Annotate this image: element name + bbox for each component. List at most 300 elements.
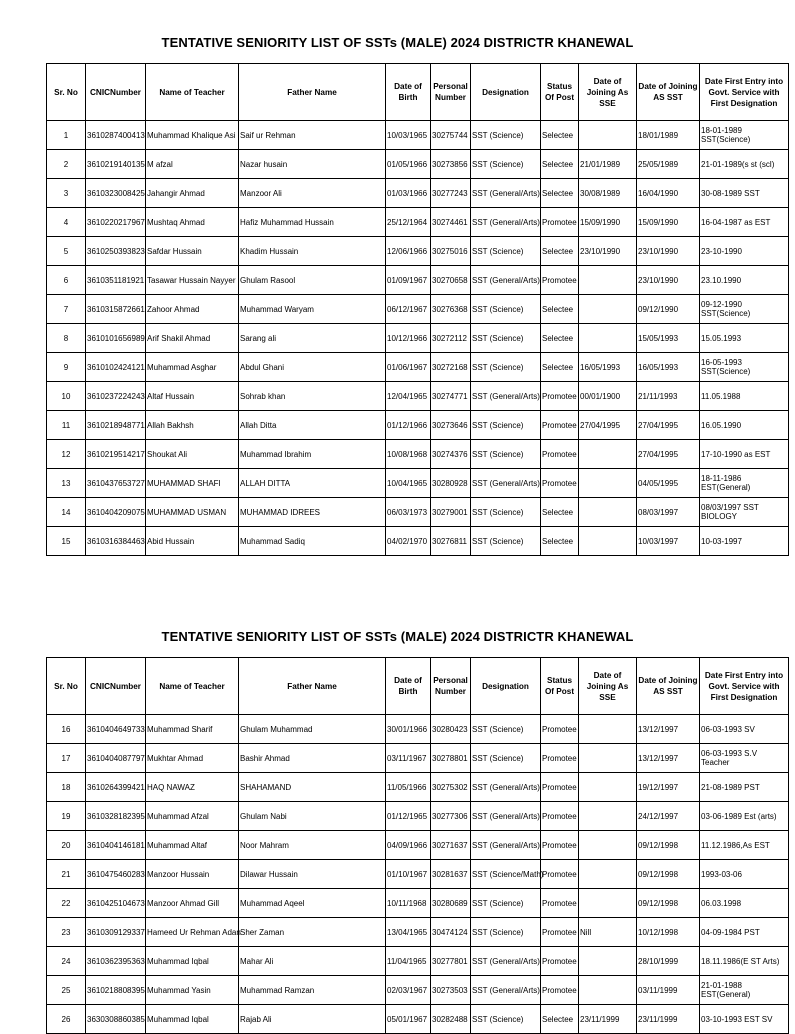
cell-father-name: Mahar Ali xyxy=(239,947,386,976)
cell-cnic-number: 3610219140135 xyxy=(86,150,146,179)
cell-designation: SST (Science) xyxy=(471,353,541,382)
table-row xyxy=(47,469,789,498)
table-row xyxy=(47,947,789,976)
cell-cnic-number: 3610102424121 xyxy=(86,353,146,382)
cell-cnic-number: 3610315872661 xyxy=(86,295,146,324)
cell-father-name: Hafiz Muhammad Hussain xyxy=(239,208,386,237)
cell-father-name: Muhammad Sadiq xyxy=(239,527,386,556)
table-header-row xyxy=(47,658,789,715)
cell-personal-number: 30274771 xyxy=(431,382,471,411)
cell-personal-number: 30277306 xyxy=(431,802,471,831)
cell-father-name: Muhammad Ramzan xyxy=(239,976,386,1005)
cell-first-entry: 23.10.1990 xyxy=(700,266,789,295)
cell-date-of-birth: 01/12/1965 xyxy=(386,802,431,831)
cell-designation: SST (Science) xyxy=(471,411,541,440)
cell-teacher-name: Abid Hussain xyxy=(146,527,239,556)
cell-post-status: Selectee xyxy=(541,121,579,150)
cell-father-name: Sohrab khan xyxy=(239,382,386,411)
cell-sr-no: 15 xyxy=(47,527,86,556)
cell-personal-number: 30275016 xyxy=(431,237,471,266)
table-row xyxy=(47,295,789,324)
cell-cnic-number: 3610404087797 xyxy=(86,744,146,773)
cell-date-of-birth: 01/06/1967 xyxy=(386,353,431,382)
cell-teacher-name: M afzal xyxy=(146,150,239,179)
cell-first-entry: 21-08-1989 PST xyxy=(700,773,789,802)
cell-teacher-name: Muhammad Afzal xyxy=(146,802,239,831)
page-title: TENTATIVE SENIORITY LIST OF SSTs (MALE) 2024 DISTRICTR KHANEWAL xyxy=(161,35,634,50)
cell-joining-sse-date xyxy=(579,889,637,918)
cell-joining-sse-date xyxy=(579,498,637,527)
cell-cnic-number: 3610250393823 xyxy=(86,237,146,266)
header-joining-sse-date: Date of Joining As SSE xyxy=(579,64,637,121)
cell-joining-sse-date: 21/01/1989 xyxy=(579,150,637,179)
table-row xyxy=(47,324,789,353)
cell-joining-sst-date: 28/10/1999 xyxy=(637,947,700,976)
cell-teacher-name: Mukhtar Ahmad xyxy=(146,744,239,773)
table-row xyxy=(47,411,789,440)
cell-joining-sse-date xyxy=(579,976,637,1005)
cell-designation: SST (General/Arts) xyxy=(471,382,541,411)
cell-first-entry: 08/03/1997 SST BIOLOGY xyxy=(700,498,789,527)
cell-date-of-birth: 10/08/1968 xyxy=(386,440,431,469)
cell-first-entry: 06-03-1993 SV xyxy=(700,715,789,744)
cell-joining-sst-date: 25/05/1989 xyxy=(637,150,700,179)
cell-personal-number: 30272168 xyxy=(431,353,471,382)
cell-personal-number: 30474124 xyxy=(431,918,471,947)
cell-sr-no: 9 xyxy=(47,353,86,382)
cell-father-name: Ghulam Rasool xyxy=(239,266,386,295)
cell-teacher-name: Allah Bakhsh xyxy=(146,411,239,440)
cell-joining-sst-date: 16/05/1993 xyxy=(637,353,700,382)
cell-first-entry: 06.03.1998 xyxy=(700,889,789,918)
cell-post-status: Promotee xyxy=(541,889,579,918)
cell-joining-sse-date xyxy=(579,715,637,744)
cell-joining-sse-date xyxy=(579,266,637,295)
cell-first-entry: 09-12-1990 SST(Science) xyxy=(700,295,789,324)
cell-sr-no: 2 xyxy=(47,150,86,179)
table-header-row xyxy=(47,64,789,121)
cell-father-name: Sher Zaman xyxy=(239,918,386,947)
cell-cnic-number: 3610309129337 xyxy=(86,918,146,947)
cell-joining-sse-date xyxy=(579,860,637,889)
cell-designation: SST (Science) xyxy=(471,237,541,266)
cell-date-of-birth: 13/04/1965 xyxy=(386,918,431,947)
cell-designation: SST (Science) xyxy=(471,324,541,353)
cell-teacher-name: MUHAMMAD SHAFI xyxy=(146,469,239,498)
cell-date-of-birth: 01/12/1966 xyxy=(386,411,431,440)
seniority-table xyxy=(46,657,789,1034)
table-row xyxy=(47,1005,789,1034)
table-row xyxy=(47,208,789,237)
cell-personal-number: 30277801 xyxy=(431,947,471,976)
cell-joining-sst-date: 16/04/1990 xyxy=(637,179,700,208)
cell-father-name: MUHAMMAD IDREES xyxy=(239,498,386,527)
cell-post-status: Promotee xyxy=(541,266,579,295)
cell-personal-number: 30281637 xyxy=(431,860,471,889)
cell-first-entry: 06-03-1993 S.V Teacher xyxy=(700,744,789,773)
cell-post-status: Selectee xyxy=(541,498,579,527)
cell-joining-sse-date: 16/05/1993 xyxy=(579,353,637,382)
table-row xyxy=(47,382,789,411)
cell-first-entry: 11.05.1988 xyxy=(700,382,789,411)
cell-designation: SST (General/Arts) xyxy=(471,773,541,802)
cell-designation: SST (Science) xyxy=(471,498,541,527)
cell-post-status: Selectee xyxy=(541,295,579,324)
table-row xyxy=(47,715,789,744)
cell-joining-sst-date: 27/04/1995 xyxy=(637,440,700,469)
header-post-status: Status Of Post xyxy=(541,658,579,715)
table-row xyxy=(47,150,789,179)
cell-joining-sst-date: 09/12/1998 xyxy=(637,860,700,889)
cell-teacher-name: Muhammad Yasin xyxy=(146,976,239,1005)
table-row xyxy=(47,976,789,1005)
cell-post-status: Selectee xyxy=(541,237,579,266)
cell-cnic-number: 3610101656989 xyxy=(86,324,146,353)
cell-designation: SST (Science) xyxy=(471,918,541,947)
header-date-of-birth: Date of Birth xyxy=(386,64,431,121)
header-sr-no: Sr. No xyxy=(47,64,86,121)
cell-cnic-number: 3610475460283 xyxy=(86,860,146,889)
header-teacher-name: Name of Teacher xyxy=(146,64,239,121)
cell-cnic-number: 3610404209075 xyxy=(86,498,146,527)
cell-joining-sst-date: 09/12/1998 xyxy=(637,889,700,918)
cell-cnic-number: 3610404649733 xyxy=(86,715,146,744)
header-joining-sst-date: Date of Joining AS SST xyxy=(637,658,700,715)
cell-sr-no: 17 xyxy=(47,744,86,773)
cell-date-of-birth: 01/03/1966 xyxy=(386,179,431,208)
cell-father-name: Muhammad Ibrahim xyxy=(239,440,386,469)
cell-father-name: ALLAH DITTA xyxy=(239,469,386,498)
cell-joining-sst-date: 09/12/1998 xyxy=(637,831,700,860)
cell-post-status: Promotee xyxy=(541,440,579,469)
cell-date-of-birth: 01/05/1966 xyxy=(386,150,431,179)
cell-designation: SST (Science) xyxy=(471,150,541,179)
cell-sr-no: 10 xyxy=(47,382,86,411)
cell-designation: SST (General/Arts) xyxy=(471,208,541,237)
cell-father-name: Dilawar Hussain xyxy=(239,860,386,889)
cell-first-entry: 23-10-1990 xyxy=(700,237,789,266)
cell-teacher-name: Muhammad Iqbal xyxy=(146,1005,239,1034)
cell-date-of-birth: 25/12/1964 xyxy=(386,208,431,237)
cell-date-of-birth: 30/01/1966 xyxy=(386,715,431,744)
cell-first-entry: 21-01-1989(s st (scl) xyxy=(700,150,789,179)
cell-joining-sst-date: 18/01/1989 xyxy=(637,121,700,150)
cell-date-of-birth: 02/03/1967 xyxy=(386,976,431,1005)
cell-first-entry: 18-11-1986 EST(General) xyxy=(700,469,789,498)
cell-sr-no: 5 xyxy=(47,237,86,266)
cell-date-of-birth: 01/10/1967 xyxy=(386,860,431,889)
cell-sr-no: 11 xyxy=(47,411,86,440)
cell-father-name: Rajab Ali xyxy=(239,1005,386,1034)
cell-first-entry: 17-10-1990 as EST xyxy=(700,440,789,469)
cell-post-status: Promotee xyxy=(541,947,579,976)
cell-first-entry: 03-10-1993 EST SV xyxy=(700,1005,789,1034)
cell-joining-sse-date: 23/10/1990 xyxy=(579,237,637,266)
cell-joining-sst-date: 27/04/1995 xyxy=(637,411,700,440)
table-row xyxy=(47,440,789,469)
cell-post-status: Promotee xyxy=(541,976,579,1005)
cell-joining-sst-date: 08/03/1997 xyxy=(637,498,700,527)
cell-father-name: Sarang ali xyxy=(239,324,386,353)
cell-date-of-birth: 12/06/1966 xyxy=(386,237,431,266)
cell-cnic-number: 3610362395363 xyxy=(86,947,146,976)
cell-sr-no: 20 xyxy=(47,831,86,860)
header-father-name: Father Name xyxy=(239,64,386,121)
table-row xyxy=(47,353,789,382)
cell-first-entry: 30-08-1989 SST xyxy=(700,179,789,208)
cell-personal-number: 30273503 xyxy=(431,976,471,1005)
cell-first-entry: 16-04-1987 as EST xyxy=(700,208,789,237)
cell-sr-no: 19 xyxy=(47,802,86,831)
cell-teacher-name: Mushtaq Ahmad xyxy=(146,208,239,237)
cell-teacher-name: MUHAMMAD USMAN xyxy=(146,498,239,527)
cell-father-name: Noor Mahram xyxy=(239,831,386,860)
cell-teacher-name: HAQ NAWAZ xyxy=(146,773,239,802)
cell-father-name: Ghulam Nabi xyxy=(239,802,386,831)
header-father-name: Father Name xyxy=(239,658,386,715)
header-joining-sse-date: Date of Joining As SSE xyxy=(579,658,637,715)
cell-designation: SST (Science) xyxy=(471,527,541,556)
cell-father-name: Nazar husain xyxy=(239,150,386,179)
cell-post-status: Selectee xyxy=(541,353,579,382)
cell-joining-sst-date: 21/11/1993 xyxy=(637,382,700,411)
cell-post-status: Promotee xyxy=(541,411,579,440)
cell-post-status: Selectee xyxy=(541,527,579,556)
cell-personal-number: 30273646 xyxy=(431,411,471,440)
cell-cnic-number: 3610237224243 xyxy=(86,382,146,411)
cell-teacher-name: Hameed Ur Rehman Adan xyxy=(146,918,239,947)
cell-joining-sst-date: 10/03/1997 xyxy=(637,527,700,556)
cell-personal-number: 30273856 xyxy=(431,150,471,179)
header-cnic-number: CNICNumber xyxy=(86,658,146,715)
header-personal-number: Personal Number xyxy=(431,64,471,121)
cell-teacher-name: Tasawar Hussain Nayyer xyxy=(146,266,239,295)
cell-date-of-birth: 05/01/1967 xyxy=(386,1005,431,1034)
cell-sr-no: 26 xyxy=(47,1005,86,1034)
cell-sr-no: 13 xyxy=(47,469,86,498)
cell-first-entry: 18.11.1986(E ST Arts) xyxy=(700,947,789,976)
cell-date-of-birth: 10/04/1965 xyxy=(386,469,431,498)
cell-teacher-name: Zahoor Ahmad xyxy=(146,295,239,324)
cell-teacher-name: Shoukat Ali xyxy=(146,440,239,469)
cell-designation: SST (Science) xyxy=(471,1005,541,1034)
cell-father-name: SHAHAMAND xyxy=(239,773,386,802)
cell-first-entry: 15.05.1993 xyxy=(700,324,789,353)
cell-teacher-name: Muhammad Asghar xyxy=(146,353,239,382)
cell-date-of-birth: 06/03/1973 xyxy=(386,498,431,527)
table-row xyxy=(47,831,789,860)
cell-cnic-number: 3610404146181 xyxy=(86,831,146,860)
header-joining-sst-date: Date of Joining AS SST xyxy=(637,64,700,121)
cell-first-entry: 18-01-1989 SST(Science) xyxy=(700,121,789,150)
cell-father-name: Abdul Ghani xyxy=(239,353,386,382)
cell-teacher-name: Manzoor Ahmad Gill xyxy=(146,889,239,918)
cell-cnic-number: 3610218808395 xyxy=(86,976,146,1005)
cell-post-status: Selectee xyxy=(541,1005,579,1034)
cell-father-name: Saif ur Rehman xyxy=(239,121,386,150)
table-row xyxy=(47,121,789,150)
cell-sr-no: 18 xyxy=(47,773,86,802)
cell-sr-no: 8 xyxy=(47,324,86,353)
table-row xyxy=(47,773,789,802)
table-row xyxy=(47,802,789,831)
cell-personal-number: 30276368 xyxy=(431,295,471,324)
cell-personal-number: 30274461 xyxy=(431,208,471,237)
cell-date-of-birth: 12/04/1965 xyxy=(386,382,431,411)
cell-joining-sst-date: 03/11/1999 xyxy=(637,976,700,1005)
cell-designation: SST (Science) xyxy=(471,121,541,150)
cell-teacher-name: Muhammad Sharif xyxy=(146,715,239,744)
cell-first-entry: 1993-03-06 xyxy=(700,860,789,889)
cell-joining-sst-date: 13/12/1997 xyxy=(637,744,700,773)
cell-personal-number: 30280928 xyxy=(431,469,471,498)
table-row xyxy=(47,179,789,208)
header-teacher-name: Name of Teacher xyxy=(146,658,239,715)
cell-sr-no: 24 xyxy=(47,947,86,976)
table-row xyxy=(47,498,789,527)
cell-date-of-birth: 04/02/1970 xyxy=(386,527,431,556)
cell-joining-sse-date: 27/04/1995 xyxy=(579,411,637,440)
cell-teacher-name: Arif Shakil Ahmad xyxy=(146,324,239,353)
header-first-entry: Date First Entry into Govt. Service with First Designation xyxy=(700,658,789,715)
cell-joining-sse-date xyxy=(579,527,637,556)
cell-joining-sst-date: 04/05/1995 xyxy=(637,469,700,498)
cell-first-entry: 04-09-1984 PST xyxy=(700,918,789,947)
table-row xyxy=(47,266,789,295)
cell-post-status: Promotee xyxy=(541,918,579,947)
page-title: TENTATIVE SENIORITY LIST OF SSTs (MALE) 2024 DISTRICTR KHANEWAL xyxy=(161,629,634,644)
cell-joining-sse-date xyxy=(579,802,637,831)
cell-joining-sst-date: 19/12/1997 xyxy=(637,773,700,802)
cell-joining-sst-date: 23/10/1990 xyxy=(637,237,700,266)
cell-personal-number: 30282488 xyxy=(431,1005,471,1034)
cell-joining-sse-date xyxy=(579,121,637,150)
cell-father-name: Allah Ditta xyxy=(239,411,386,440)
cell-teacher-name: Manzoor Hussain xyxy=(146,860,239,889)
cell-designation: SST (Science) xyxy=(471,715,541,744)
table-row xyxy=(47,744,789,773)
cell-personal-number: 30280423 xyxy=(431,715,471,744)
cell-date-of-birth: 11/05/1966 xyxy=(386,773,431,802)
cell-joining-sst-date: 15/05/1993 xyxy=(637,324,700,353)
cell-teacher-name: Muhammad Iqbal xyxy=(146,947,239,976)
cell-post-status: Selectee xyxy=(541,179,579,208)
cell-post-status: Selectee xyxy=(541,324,579,353)
cell-post-status: Promotee xyxy=(541,831,579,860)
cell-date-of-birth: 04/09/1966 xyxy=(386,831,431,860)
cell-personal-number: 30272112 xyxy=(431,324,471,353)
cell-teacher-name: Jahangir Ahmad xyxy=(146,179,239,208)
cell-joining-sse-date: 30/08/1989 xyxy=(579,179,637,208)
cell-joining-sse-date xyxy=(579,744,637,773)
cell-date-of-birth: 03/11/1967 xyxy=(386,744,431,773)
cell-personal-number: 30277243 xyxy=(431,179,471,208)
seniority-table xyxy=(46,63,789,556)
cell-teacher-name: Muhammad Altaf xyxy=(146,831,239,860)
cell-designation: SST (Science/Math) xyxy=(471,860,541,889)
header-date-of-birth: Date of Birth xyxy=(386,658,431,715)
cell-post-status: Promotee xyxy=(541,715,579,744)
cell-personal-number: 30274376 xyxy=(431,440,471,469)
cell-sr-no: 23 xyxy=(47,918,86,947)
header-designation: Designation xyxy=(471,64,541,121)
cell-sr-no: 16 xyxy=(47,715,86,744)
cell-cnic-number: 3610219514217 xyxy=(86,440,146,469)
cell-sr-no: 1 xyxy=(47,121,86,150)
cell-joining-sse-date xyxy=(579,469,637,498)
cell-first-entry: 16-05-1993 SST(Science) xyxy=(700,353,789,382)
cell-first-entry: 11.12.1986,As EST xyxy=(700,831,789,860)
cell-personal-number: 30275744 xyxy=(431,121,471,150)
cell-post-status: Promotee xyxy=(541,382,579,411)
cell-joining-sse-date xyxy=(579,440,637,469)
cell-sr-no: 6 xyxy=(47,266,86,295)
cell-sr-no: 22 xyxy=(47,889,86,918)
cell-cnic-number: 3610323008425 xyxy=(86,179,146,208)
cell-joining-sst-date: 23/10/1990 xyxy=(637,266,700,295)
cell-joining-sse-date: 23/11/1999 xyxy=(579,1005,637,1034)
cell-sr-no: 21 xyxy=(47,860,86,889)
header-post-status: Status Of Post xyxy=(541,64,579,121)
table-row xyxy=(47,860,789,889)
cell-joining-sse-date xyxy=(579,773,637,802)
cell-joining-sse-date: Nill xyxy=(579,918,637,947)
cell-first-entry: 21-01-1988 EST(General) xyxy=(700,976,789,1005)
cell-designation: SST (Science) xyxy=(471,295,541,324)
cell-sr-no: 4 xyxy=(47,208,86,237)
cell-father-name: Manzoor Ali xyxy=(239,179,386,208)
cell-designation: SST (General/Arts) xyxy=(471,831,541,860)
cell-joining-sst-date: 24/12/1997 xyxy=(637,802,700,831)
cell-joining-sst-date: 09/12/1990 xyxy=(637,295,700,324)
cell-date-of-birth: 10/11/1968 xyxy=(386,889,431,918)
cell-date-of-birth: 06/12/1967 xyxy=(386,295,431,324)
cell-joining-sse-date: 00/01/1900 xyxy=(579,382,637,411)
cell-personal-number: 30275302 xyxy=(431,773,471,802)
cell-cnic-number: 3610425104673 xyxy=(86,889,146,918)
cell-first-entry: 10-03-1997 xyxy=(700,527,789,556)
cell-first-entry: 16.05.1990 xyxy=(700,411,789,440)
cell-joining-sse-date xyxy=(579,831,637,860)
cell-designation: SST (Science) xyxy=(471,440,541,469)
cell-cnic-number: 3610220217967 xyxy=(86,208,146,237)
cell-joining-sse-date: 15/09/1990 xyxy=(579,208,637,237)
cell-designation: SST (General/Arts) xyxy=(471,179,541,208)
cell-joining-sst-date: 13/12/1997 xyxy=(637,715,700,744)
cell-post-status: Selectee xyxy=(541,150,579,179)
header-personal-number: Personal Number xyxy=(431,658,471,715)
cell-personal-number: 30280689 xyxy=(431,889,471,918)
cell-sr-no: 7 xyxy=(47,295,86,324)
header-first-entry: Date First Entry into Govt. Service with First Designation xyxy=(700,64,789,121)
cell-joining-sse-date xyxy=(579,295,637,324)
cell-teacher-name: Altaf Hussain xyxy=(146,382,239,411)
table-row xyxy=(47,918,789,947)
cell-personal-number: 30276811 xyxy=(431,527,471,556)
cell-sr-no: 14 xyxy=(47,498,86,527)
cell-father-name: Ghulam Muhammad xyxy=(239,715,386,744)
cell-sr-no: 3 xyxy=(47,179,86,208)
cell-sr-no: 12 xyxy=(47,440,86,469)
cell-cnic-number: 3610351181921 xyxy=(86,266,146,295)
cell-post-status: Promotee xyxy=(541,802,579,831)
cell-joining-sst-date: 15/09/1990 xyxy=(637,208,700,237)
cell-father-name: Muhammad Waryam xyxy=(239,295,386,324)
cell-post-status: Promotee xyxy=(541,773,579,802)
cell-joining-sse-date xyxy=(579,947,637,976)
cell-cnic-number: 3610264399421 xyxy=(86,773,146,802)
cell-post-status: Promotee xyxy=(541,860,579,889)
